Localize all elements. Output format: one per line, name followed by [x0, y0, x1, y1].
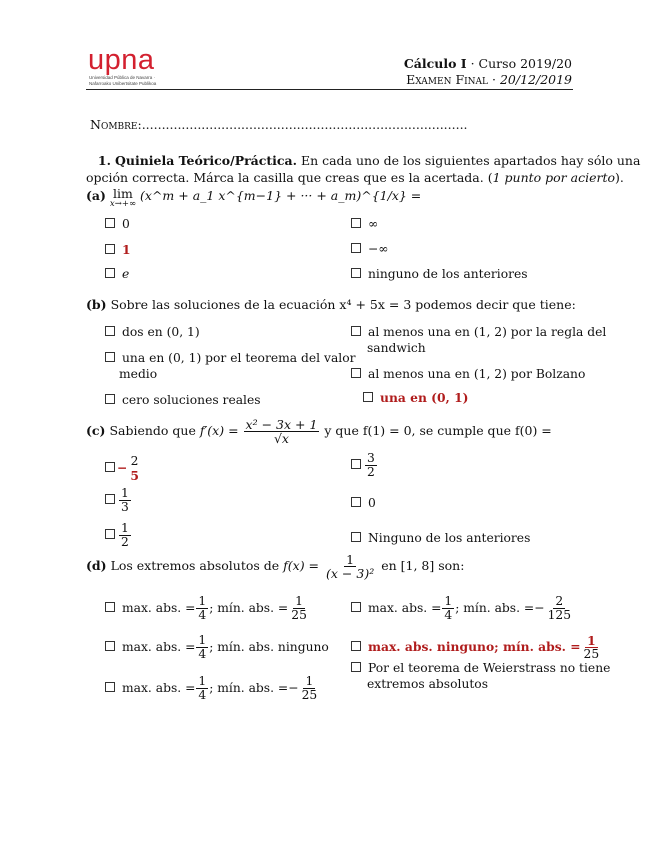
option-a4[interactable]: −∞	[351, 242, 389, 257]
option-c1[interactable]	[105, 455, 142, 482]
checkbox[interactable]	[105, 494, 115, 504]
checkbox[interactable]	[105, 602, 115, 612]
correct-answer: max. abs. ninguno; mín. abs. = $\frac{1}{25}$	[368, 633, 600, 661]
option-d5-cont: extremos absolutos	[367, 677, 489, 691]
part-c-statement: (c) Sabiendo que f′(x) = $\frac{\text{x² − 3x + 1}}{√x}$ y que f(1) = 0, se cumple que f(0) =	[86, 417, 552, 446]
option-b3[interactable]: una en (0, 1) por el teorema del valor	[105, 351, 356, 366]
question-intro-line2: opción correcta. Márca la casilla que creas que es la acertada. (1 punto por acierto).	[86, 170, 624, 185]
checkbox[interactable]	[105, 218, 115, 228]
checkbox[interactable]	[351, 368, 361, 378]
name-field: Nombre:..................................................................................	[90, 117, 468, 132]
checkbox[interactable]	[351, 497, 361, 507]
option-a1[interactable]: 0	[105, 217, 130, 232]
checkbox[interactable]	[105, 326, 115, 336]
checkbox[interactable]	[105, 682, 115, 692]
option-c2[interactable]: $\frac{3}{2}$	[351, 452, 378, 479]
question-intro-line1: 1. Quiniela Teórico/Práctica. En cada uno de los siguientes apartados hay sólo una	[97, 153, 641, 168]
option-a2[interactable]: ∞	[351, 217, 378, 232]
checkbox[interactable]	[105, 462, 115, 472]
option-c5[interactable]: $\frac{1}{2}$	[105, 522, 132, 549]
option-c6[interactable]: Ninguno de los anteriores	[351, 531, 530, 546]
checkbox[interactable]	[105, 641, 115, 651]
option-c3[interactable]: $\frac{1}{3}$	[105, 487, 132, 514]
correct-answer: una en (0, 1)	[380, 390, 469, 405]
checkbox[interactable]	[351, 268, 361, 278]
checkbox[interactable]	[105, 352, 115, 362]
option-b4[interactable]: al menos una en (1, 2) por Bolzano	[351, 367, 585, 382]
option-b5[interactable]: cero soluciones reales	[105, 393, 261, 408]
option-d6[interactable]: max. abs. = $\frac{1}{4}$ ; mín. abs. =− $\frac{1}{25}$	[105, 675, 320, 702]
checkbox[interactable]	[351, 459, 361, 469]
checkbox[interactable]	[351, 218, 361, 228]
option-d5[interactable]: Por el teorema de Weierstrass no tiene	[351, 661, 610, 676]
header-rule	[86, 89, 573, 90]
correct-answer: − $\frac{2}{5}$	[117, 454, 139, 483]
checkbox[interactable]	[363, 392, 373, 402]
option-d2[interactable]: max. abs. = $\frac{1}{4}$ ; mín. abs. =− $\frac{2}{125}$	[351, 595, 574, 622]
option-d3[interactable]: max. abs. = $\frac{1}{4}$ ; mín. abs. ninguno	[105, 634, 329, 661]
checkbox[interactable]	[351, 243, 361, 253]
checkbox[interactable]	[105, 529, 115, 539]
part-a-statement: (a) lim x→+∞ (x^m + a_1 x^{m−1} + ··· + a_m)^{1/x} =	[86, 186, 422, 209]
option-b2[interactable]: al menos una en (1, 2) por la regla del	[351, 325, 606, 340]
checkbox[interactable]	[105, 268, 115, 278]
option-c4[interactable]: 0	[351, 496, 376, 511]
option-b3-cont: medio	[119, 367, 158, 381]
checkbox[interactable]	[351, 532, 361, 542]
checkbox[interactable]	[351, 662, 361, 672]
option-d1[interactable]: max. abs. = $\frac{1}{4}$ ; mín. abs. = $\frac{1}{25}$	[105, 595, 310, 622]
part-d-statement: (d) Los extremos absolutos de f(x) = $\frac{1}{\text{(x − 3)²}}$ en [1, 8] son:	[86, 552, 465, 581]
option-a3[interactable]	[105, 242, 131, 258]
option-d4[interactable]	[351, 634, 602, 661]
logo-subtitle: Universidad Pública de Navarra · Nafarroako Unibertsitate Publikoa	[89, 75, 157, 86]
part-b-statement: (b) Sobre las soluciones de la ecuación x⁴ + 5x = 3 podemos decir que tiene:	[86, 297, 576, 312]
checkbox[interactable]	[105, 394, 115, 404]
option-b1[interactable]: dos en (0, 1)	[105, 325, 200, 340]
option-b2-cont: sandwich	[367, 341, 426, 355]
checkbox[interactable]	[351, 641, 361, 651]
option-a6[interactable]: ninguno de los anteriores	[351, 267, 528, 282]
checkbox[interactable]	[105, 244, 115, 254]
upna-logo: upna	[88, 44, 155, 76]
option-b6[interactable]	[363, 390, 469, 406]
correct-answer: 1	[122, 242, 131, 257]
course-line: Cálculo I · Curso 2019/20	[403, 56, 572, 71]
checkbox[interactable]	[351, 602, 361, 612]
exam-line: Examen Final · 20/12/2019	[406, 72, 572, 87]
checkbox[interactable]	[351, 326, 361, 336]
option-a5[interactable]: e	[105, 267, 129, 282]
